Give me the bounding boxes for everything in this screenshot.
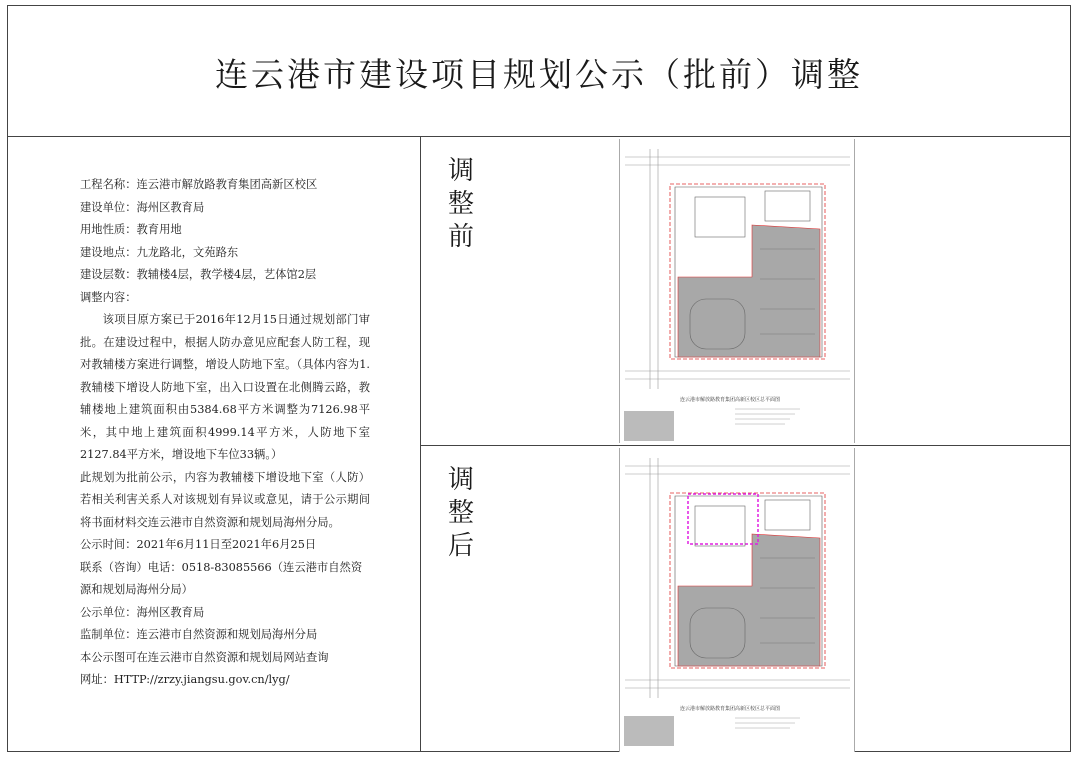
project-name: 工程名称：连云港市解放路教育集团高新区校区	[80, 178, 318, 191]
builder: 建设单位：海州区教育局	[80, 200, 205, 214]
title-row	[8, 6, 1070, 137]
after-panel	[421, 446, 1070, 751]
contact: 联系（咨询）电话：0518-83085566（连云港市自然资源和规划局海州分局）	[80, 560, 363, 596]
publisher: 公示单位：海州区教育局	[80, 605, 205, 619]
before-label-char: 前	[447, 222, 474, 252]
after-label	[443, 464, 479, 563]
before-label-char: 调	[447, 156, 474, 186]
plan-caption-after: 连云港市解放路教育集团高新区校区总平面图	[680, 706, 781, 712]
site-plan-before	[619, 139, 855, 443]
land-use: 用地性质：教育用地	[80, 223, 182, 236]
notice-frame	[7, 5, 1071, 752]
page-title: 连云港市建设项目规划公示（批前）调整	[215, 55, 863, 94]
location: 建设地点：九龙路北，文苑路东	[80, 245, 239, 259]
site-plan-after	[619, 448, 855, 752]
info-column	[8, 137, 421, 751]
floors: 建设层数：教辅楼4层，教学楼4层，艺体馆2层	[80, 268, 317, 281]
notice-body: 此规划为批前公示，内容为教辅楼下增设地下室（人防）若相关利害关系人对该规划有异议或意见，请于公示期间将书面材料交连云港市自然资源和规划局海州分局。	[80, 470, 370, 529]
after-label-char: 后	[447, 531, 474, 561]
before-label	[443, 155, 479, 254]
before-panel	[421, 137, 1070, 446]
adjust-body: 该项目原方案已于2016年12月15日通过规划部门审批。在建设过程中，根据人防办意见应配套人防工程，现对教辅楼方案进行调整，增设人防地下室。（具体内容为1.教辅楼下增设人防地下室，出入口设置在北侧腾云路，教辅楼地上建筑面积由5384.68平方米调整为7126.98平米，其中地上建筑面积4999.14平方米，人防地下室2127.84平方米，增设地下车位33辆。）	[80, 313, 370, 461]
info-text	[80, 174, 370, 692]
lookup: 本公示图可在连云港市自然资源和规划局网站查询	[80, 650, 329, 664]
period: 公示时间：2021年6月11日至2021年6月25日	[80, 538, 317, 551]
supervisor: 监制单位：连云港市自然资源和规划局海州分局	[80, 628, 318, 641]
site-plan-before-drawing	[620, 139, 854, 443]
before-label-char: 整	[447, 189, 474, 219]
after-label-char: 调	[447, 465, 474, 495]
adjust-heading: 调整内容：	[80, 290, 137, 304]
url: 网址：HTTP://zrzy.jiangsu.gov.cn/lyg/	[80, 673, 290, 686]
site-plan-after-drawing	[620, 448, 854, 748]
plan-caption-before: 连云港市解放路教育集团高新区校区总平面图	[680, 397, 781, 403]
after-label-char: 整	[447, 498, 474, 528]
